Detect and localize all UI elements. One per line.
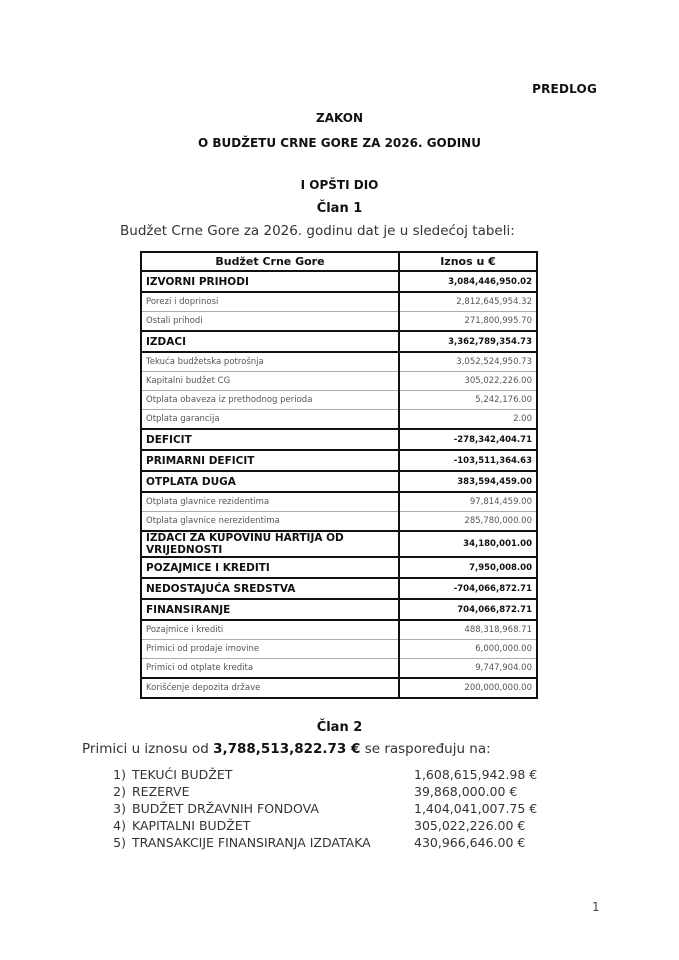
row-amount: 5,242,176.00 bbox=[399, 391, 537, 410]
list-item bbox=[104, 834, 564, 851]
table-row bbox=[141, 372, 537, 391]
row-amount: 271,800,995.70 bbox=[399, 312, 537, 332]
draft-label: PREDLOG bbox=[532, 82, 597, 96]
part-heading: I OPŠTI DIO bbox=[300, 178, 379, 192]
row-label: Otplata garancija bbox=[141, 410, 399, 430]
row-label: OTPLATA DUGA bbox=[141, 471, 399, 492]
list-item bbox=[104, 817, 564, 834]
table-row bbox=[141, 578, 537, 599]
row-label: DEFICIT bbox=[141, 429, 399, 450]
row-amount: 3,052,524,950.73 bbox=[399, 352, 537, 372]
budget-table bbox=[140, 251, 538, 699]
item-label: TRANSAKCIJE FINANSIRANJA IZDATAKA bbox=[132, 835, 371, 850]
row-label: PRIMARNI DEFICIT bbox=[141, 450, 399, 471]
row-amount: 3,084,446,950.02 bbox=[399, 271, 537, 292]
table-row bbox=[141, 450, 537, 471]
row-label: Primici od prodaje imovine bbox=[141, 640, 399, 659]
table-row bbox=[141, 678, 537, 698]
row-label: Otplata glavnice rezidentima bbox=[141, 492, 399, 512]
row-amount: 488,318,968.71 bbox=[399, 620, 537, 640]
article-2-heading: Član 2 bbox=[316, 720, 363, 735]
item-number: 2) bbox=[113, 784, 126, 799]
total-receipts-amount: 3,788,513,822.73 € bbox=[213, 741, 361, 757]
item-amount: 1,608,615,942.98 € bbox=[414, 767, 538, 782]
article-1-intro: Budžet Crne Gore za 2026. godinu dat je u sledećoj tabeli: bbox=[120, 223, 515, 239]
table-row bbox=[141, 429, 537, 450]
row-amount: -704,066,872.71 bbox=[399, 578, 537, 599]
row-amount: 200,000,000.00 bbox=[399, 678, 537, 698]
table-row bbox=[141, 620, 537, 640]
item-label: TEKUĆI BUDŽET bbox=[132, 767, 233, 782]
intro-suffix: se raspoređuju na: bbox=[360, 741, 491, 757]
list-item bbox=[104, 800, 564, 817]
table-row bbox=[141, 471, 537, 492]
row-amount: 2.00 bbox=[399, 410, 537, 430]
document-subtitle: O BUDŽETU CRNE GORE ZA 2026. GODINU bbox=[198, 136, 481, 150]
row-label: FINANSIRANJE bbox=[141, 599, 399, 620]
row-amount: 97,814,459.00 bbox=[399, 492, 537, 512]
row-amount: 3,362,789,354.73 bbox=[399, 331, 537, 352]
row-amount: 9,747,904.00 bbox=[399, 659, 537, 679]
page-number: 1 bbox=[592, 900, 600, 914]
table-row bbox=[141, 557, 537, 578]
item-amount: 39,868,000.00 € bbox=[414, 784, 518, 799]
table-row bbox=[141, 599, 537, 620]
row-label: Pozajmice i krediti bbox=[141, 620, 399, 640]
table-header-row bbox=[141, 252, 537, 271]
table-row bbox=[141, 331, 537, 352]
table-row bbox=[141, 531, 537, 557]
row-label: Otplata obaveza iz prethodnog perioda bbox=[141, 391, 399, 410]
row-label: IZDACI ZA KUPOVINU HARTIJA OD VRIJEDNOSTI bbox=[141, 531, 399, 557]
table-row bbox=[141, 640, 537, 659]
item-number: 1) bbox=[113, 767, 126, 782]
article-2-intro bbox=[82, 741, 491, 757]
row-label: IZDACI bbox=[141, 331, 399, 352]
table-row bbox=[141, 512, 537, 532]
table-row bbox=[141, 352, 537, 372]
item-amount: 1,404,041,007.75 € bbox=[414, 801, 538, 816]
row-amount: 305,022,226.00 bbox=[399, 372, 537, 391]
row-label: Primici od otplate kredita bbox=[141, 659, 399, 679]
row-amount: 285,780,000.00 bbox=[399, 512, 537, 532]
row-label: POZAJMICE I KREDITI bbox=[141, 557, 399, 578]
row-amount: -278,342,404.71 bbox=[399, 429, 537, 450]
row-amount: 6,000,000.00 bbox=[399, 640, 537, 659]
item-label: BUDŽET DRŽAVNIH FONDOVA bbox=[132, 801, 319, 816]
row-amount: 704,066,872.71 bbox=[399, 599, 537, 620]
allocation-list bbox=[104, 766, 564, 851]
item-amount: 430,966,646.00 € bbox=[414, 835, 526, 850]
row-amount: 34,180,001.00 bbox=[399, 531, 537, 557]
row-amount: 2,812,645,954.32 bbox=[399, 292, 537, 312]
row-label: Otplata glavnice nerezidentima bbox=[141, 512, 399, 532]
list-item bbox=[104, 766, 564, 783]
item-number: 5) bbox=[113, 835, 126, 850]
row-amount: 383,594,459.00 bbox=[399, 471, 537, 492]
table-row bbox=[141, 410, 537, 430]
row-label: Kapitalni budžet CG bbox=[141, 372, 399, 391]
row-label: Ostali prihodi bbox=[141, 312, 399, 332]
item-number: 3) bbox=[113, 801, 126, 816]
table-row bbox=[141, 492, 537, 512]
table-row bbox=[141, 659, 537, 679]
row-label: Porezi i doprinosi bbox=[141, 292, 399, 312]
column-header-amount: Iznos u € bbox=[399, 252, 537, 271]
row-label: NEDOSTAJUĆA SREDSTVA bbox=[141, 578, 399, 599]
table-row bbox=[141, 271, 537, 292]
document-title: ZAKON bbox=[316, 111, 363, 125]
list-item bbox=[104, 783, 564, 800]
row-label: Korišćenje depozita države bbox=[141, 678, 399, 698]
table-row bbox=[141, 312, 537, 332]
column-header-label: Budžet Crne Gore bbox=[141, 252, 399, 271]
row-amount: -103,511,364.63 bbox=[399, 450, 537, 471]
item-number: 4) bbox=[113, 818, 126, 833]
table-row bbox=[141, 292, 537, 312]
item-label: REZERVE bbox=[132, 784, 190, 799]
table-row bbox=[141, 391, 537, 410]
item-label: KAPITALNI BUDŽET bbox=[132, 818, 251, 833]
row-label: Tekuća budžetska potrošnja bbox=[141, 352, 399, 372]
intro-prefix: Primici u iznosu od bbox=[82, 741, 214, 757]
item-amount: 305,022,226.00 € bbox=[414, 818, 526, 833]
row-amount: 7,950,008.00 bbox=[399, 557, 537, 578]
article-1-heading: Član 1 bbox=[316, 201, 363, 216]
row-label: IZVORNI PRIHODI bbox=[141, 271, 399, 292]
